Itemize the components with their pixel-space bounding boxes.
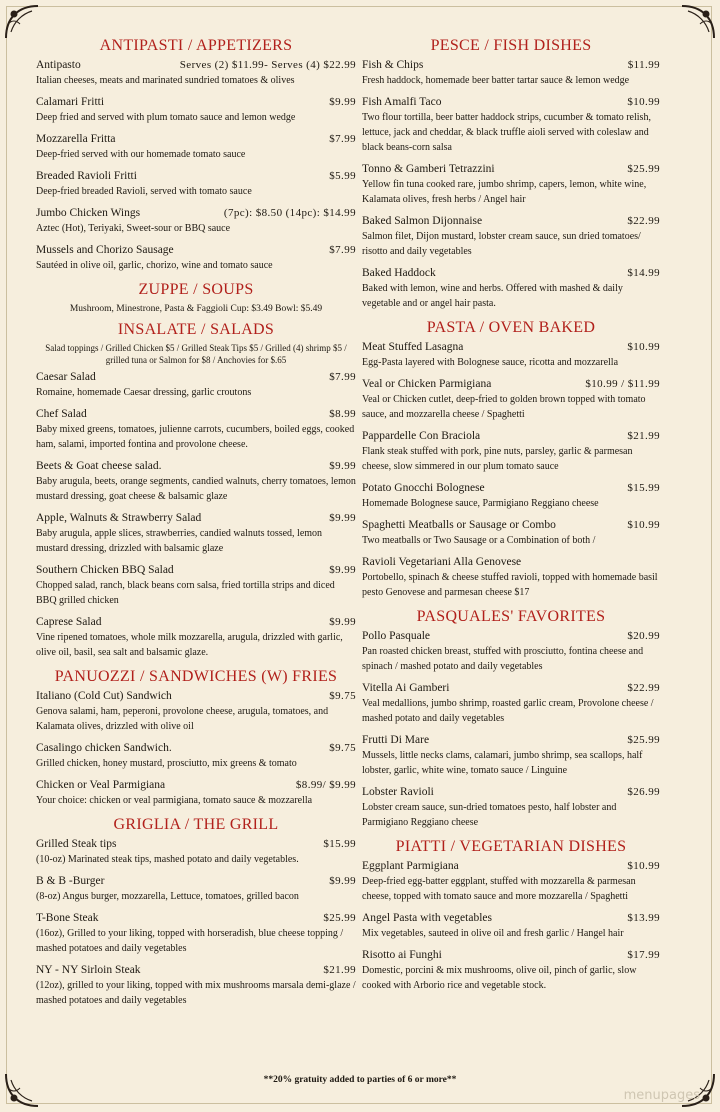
item-name: Baked Haddock [362, 267, 436, 279]
item-description: Aztec (Hot), Teriyaki, Sweet-sour or BBQ sauce [36, 223, 231, 234]
item-description: Two flour tortilla, beer batter haddock strips, cucumber & tomato relish, lettuce, jack and cheddar, & black truffle aioli served with coleslaw and black beans-corn salsa [362, 112, 651, 153]
section-title: PANUOZZI / SANDWICHES (W) FRIES [54, 668, 338, 685]
menu-item [362, 629, 660, 674]
section-line: Mushroom, Minestrone, Pasta & Faggioli Cup: $3.49 Bowl: $5.49 [69, 304, 323, 314]
item-price: $14.99 [627, 267, 660, 279]
menu-item [362, 733, 660, 778]
gratuity-note: **20% gratuity added to parties of 6 or more** [263, 1075, 457, 1085]
item-description: Veal or Chicken cutlet, deep-fried to golden brown topped with tomato sauce, and mozzarella cheese / Spaghetti [362, 394, 646, 420]
item-header [362, 785, 660, 800]
menu-section [36, 280, 356, 316]
item-name: Chef Salad [36, 408, 87, 420]
menu-section [36, 815, 356, 1008]
menu-item [362, 162, 660, 207]
item-name: Veal or Chicken Parmigiana [362, 378, 492, 390]
item-header [362, 429, 660, 444]
item-header [362, 681, 660, 696]
menu-item [36, 615, 356, 660]
item-name: Beets & Goat cheese salad. [36, 460, 162, 472]
item-header [362, 481, 660, 496]
menu-item [362, 518, 660, 548]
item-price: $10.99 [627, 860, 660, 872]
item-name: Pollo Pasquale [362, 630, 431, 642]
item-name: Casalingo chicken Sandwich. [36, 742, 172, 754]
item-name: Pappardelle Con Braciola [362, 430, 481, 442]
item-name: Apple, Walnuts & Strawberry Salad [36, 512, 202, 524]
menu-item [36, 206, 356, 236]
item-header [362, 162, 660, 177]
item-name: Risotto ai Funghi [362, 949, 442, 961]
item-header [36, 459, 356, 474]
item-name: Italiano (Cold Cut) Sandwich [36, 690, 172, 702]
item-header [362, 629, 660, 644]
item-description: Deep-fried breaded Ravioli, served with tomato sauce [36, 186, 252, 197]
item-price: $25.99 [323, 912, 356, 924]
item-description: (16oz), Grilled to your liking, topped with horseradish, blue cheese topping / mashed potatoes and daily vegetables [36, 928, 344, 954]
menu-item [36, 563, 356, 608]
section-title: INSALATE / SALADS [117, 321, 275, 338]
item-description: Baby arugula, beets, orange segments, candied walnuts, cherry tomatoes, lemon mustard dressing, goat cheese & balsamic glaze [36, 476, 356, 502]
menu-item [36, 58, 356, 88]
menu-section [36, 320, 356, 660]
item-description: Baby mixed greens, tomatoes, julienne carrots, cucumbers, boiled eggs, cooked ham, salami, imported fontina and provolone cheese. [36, 424, 355, 450]
item-header [362, 58, 660, 73]
menu-item [362, 481, 660, 511]
menu-item [36, 169, 356, 199]
item-price: $25.99 [627, 734, 660, 746]
item-description: Lobster cream sauce, sun-dried tomatoes pesto, half lobster and Parmigiano Reggiano cheese [362, 802, 617, 828]
section-title: ZUPPE / SOUPS [138, 281, 254, 298]
item-price: $9.99 [329, 460, 356, 472]
item-name: B & B -Burger [36, 875, 105, 887]
item-price: $9.99 [329, 875, 356, 887]
menu-section [362, 837, 660, 993]
item-name: T-Bone Steak [36, 912, 99, 924]
item-name: Lobster Ravioli [362, 786, 434, 798]
item-header [36, 689, 356, 704]
menu-item [36, 741, 356, 771]
item-description: Your choice: chicken or veal parmigiana, tomato sauce & mozzarella [36, 795, 313, 806]
menu-item [362, 95, 660, 155]
item-description: Portobello, spinach & cheese stuffed ravioli, topped with homemade basil pesto Genovese and parmesan cheese $17 [362, 572, 658, 598]
item-name: Tonno & Gamberi Tetrazzini [362, 163, 495, 175]
item-name: Antipasto [36, 59, 81, 71]
item-description: Romaine, homemade Caesar dressing, garlic croutons [36, 387, 252, 398]
item-header [36, 874, 356, 889]
menu-item [36, 778, 356, 808]
item-name: Caprese Salad [36, 616, 102, 628]
item-header [36, 837, 356, 852]
item-name: Vitella Ai Gamberi [362, 682, 450, 694]
item-header [36, 911, 356, 926]
menu-left-column [36, 36, 356, 1015]
item-header [36, 563, 356, 578]
item-price: $20.99 [627, 630, 660, 642]
item-header [362, 948, 660, 963]
corner-ornament [678, 2, 718, 42]
section-title: ANTIPASTI / APPETIZERS [99, 37, 293, 54]
menu-item [36, 911, 356, 956]
menu-item [362, 266, 660, 311]
section-title: GRIGLIA / THE GRILL [113, 816, 279, 833]
section-note: Salad toppings / Grilled Chicken $5 / Grilled Steak Tips $5 / Grilled (4) shrimp $5 / grilled tuna or Salmon for $8 / Anchovies for $.65 [45, 343, 347, 365]
item-header [362, 518, 660, 533]
item-name: NY - NY Sirloin Steak [36, 964, 141, 976]
item-name: Ravioli Vegetariani Alla Genovese [362, 556, 522, 568]
item-name: Breaded Ravioli Fritti [36, 170, 137, 182]
menu-item [362, 948, 660, 993]
item-price: $15.99 [627, 482, 660, 494]
item-price: $7.99 [329, 133, 356, 145]
item-price: $10.99 / $11.99 [585, 378, 660, 390]
item-name: Angel Pasta with vegetables [362, 912, 492, 924]
item-description: Genova salami, ham, peperoni, provolone cheese, arugula, tomatoes, and Kalamata olives, drizzled with olive oil [36, 706, 329, 732]
item-description: (10-oz) Marinated steak tips, mashed potato and daily vegetables. [36, 854, 299, 865]
item-price: $22.99 [627, 682, 660, 694]
item-description: Two meatballs or Two Sausage or a Combination of both / [362, 535, 596, 546]
menu-item [36, 511, 356, 556]
menu-item [362, 429, 660, 474]
menu-right-column [362, 36, 660, 1000]
item-header [36, 615, 356, 630]
item-name: Chicken or Veal Parmigiana [36, 779, 166, 791]
item-name: Spaghetti Meatballs or Sausage or Combo [362, 519, 556, 531]
item-name: Eggplant Parmigiana [362, 860, 459, 872]
item-price: (7pc): $8.50 (14pc): $14.99 [223, 207, 356, 219]
item-header [36, 132, 356, 147]
item-header [362, 377, 660, 392]
menu-item [36, 243, 356, 273]
item-description: Chopped salad, ranch, black beans corn salsa, fried tortilla strips and diced BBQ grilled chicken [36, 580, 335, 606]
menu-section [362, 607, 660, 830]
item-price: $9.99 [329, 564, 356, 576]
menu-item [36, 407, 356, 452]
item-price: $26.99 [627, 786, 660, 798]
item-name: Mozzarella Fritta [36, 133, 116, 145]
menu-item [362, 377, 660, 422]
item-price: $10.99 [627, 96, 660, 108]
item-name: Baked Salmon Dijonnaise [362, 215, 483, 227]
item-description: Homemade Bolognese sauce, Parmigiano Reggiano cheese [362, 498, 599, 509]
item-header [36, 243, 356, 258]
item-price: $8.99/ $9.99 [295, 779, 356, 791]
item-name: Fish & Chips [362, 59, 424, 71]
item-name: Fish Amalfi Taco [362, 96, 442, 108]
item-name: Potato Gnocchi Bolognese [362, 482, 485, 494]
menu-item [362, 214, 660, 259]
item-price: $9.75 [329, 742, 356, 754]
item-description: Fresh haddock, homemade beer batter tartar sauce & lemon wedge [362, 75, 630, 86]
item-description: Flank steak stuffed with pork, pine nuts, parsley, garlic & parmesan cheese, slow simmered in our plum tomato sauce [362, 446, 633, 472]
menu-item [36, 132, 356, 162]
item-header [362, 95, 660, 110]
section-title: PASQUALES' FAVORITES [416, 608, 606, 625]
item-price: $7.99 [329, 244, 356, 256]
item-description: Pan roasted chicken breast, stuffed with prosciutto, fontina cheese and spinach / mashed potato and daily vegetables [362, 646, 644, 672]
item-header [36, 169, 356, 184]
item-price: $17.99 [627, 949, 660, 961]
item-name: Mussels and Chorizo Sausage [36, 244, 174, 256]
item-header [362, 214, 660, 229]
item-description: Domestic, porcini & mix mushrooms, olive oil, pinch of garlic, slow cooked with Arborio rice and vegetable stock. [362, 965, 637, 991]
item-description: Veal medallions, jumbo shrimp, roasted garlic cream, Provolone cheese / mashed potato and daily vegetables [362, 698, 654, 724]
item-price: $8.99 [329, 408, 356, 420]
menu-item [362, 681, 660, 726]
item-price: $22.99 [627, 215, 660, 227]
item-description: (8-oz) Angus burger, mozzarella, Lettuce, tomatoes, grilled bacon [36, 891, 299, 902]
menu-section [362, 36, 660, 311]
item-description: Mussels, little necks clams, calamari, jumbo shrimp, sea scallops, half lobster, garlic, white wine, tomato sauce / Linguine [362, 750, 643, 776]
item-name: Southern Chicken BBQ Salad [36, 564, 174, 576]
item-header [36, 370, 356, 385]
item-name: Jumbo Chicken Wings [36, 207, 141, 219]
item-price: $10.99 [627, 519, 660, 531]
item-price: $9.99 [329, 512, 356, 524]
item-price: $21.99 [627, 430, 660, 442]
item-price: Serves (2) $11.99- Serves (4) $22.99 [179, 59, 356, 71]
item-header [36, 58, 356, 73]
item-price: $7.99 [329, 371, 356, 383]
menu-item [36, 689, 356, 734]
item-description: Italian cheeses, meats and marinated sundried tomatoes & olives [36, 75, 295, 86]
item-header [36, 778, 356, 793]
watermark: menupages [623, 1088, 700, 1103]
item-price: $9.99 [329, 616, 356, 628]
item-header [36, 95, 356, 110]
item-header [362, 555, 660, 570]
item-description: Deep-fried served with our homemade tomato sauce [36, 149, 246, 160]
section-title: PESCE / FISH DISHES [430, 37, 592, 54]
item-header [36, 511, 356, 526]
item-price: $9.99 [329, 96, 356, 108]
menu-item [362, 340, 660, 370]
item-price: $5.99 [329, 170, 356, 182]
menu-item [36, 459, 356, 504]
menu-section [36, 36, 356, 273]
menu-item [36, 837, 356, 867]
menu-item [36, 874, 356, 904]
menu-item [36, 370, 356, 400]
section-title: PIATTI / VEGETARIAN DISHES [395, 838, 627, 855]
item-name: Grilled Steak tips [36, 838, 117, 850]
item-description: Baby arugula, apple slices, strawberries, candied walnuts tossed, lemon mustard dressing, drizzled with balsamic glaze [36, 528, 323, 554]
item-price: $15.99 [323, 838, 356, 850]
item-price: $21.99 [323, 964, 356, 976]
item-price: $11.99 [627, 59, 660, 71]
menu-item [36, 963, 356, 1008]
item-name: Meat Stuffed Lasagna [362, 341, 464, 353]
item-description: Mix vegetables, sauteed in olive oil and fresh garlic / Hangel hair [362, 928, 624, 939]
item-header [362, 911, 660, 926]
menu-item [362, 911, 660, 941]
item-price: $9.75 [329, 690, 356, 702]
item-description: Deep-fried egg-batter eggplant, stuffed with mozzarella & parmesan cheese, topped with tomato sauce and more mozzarella / Spaghetti [362, 876, 636, 902]
item-name: Frutti Di Mare [362, 734, 430, 746]
item-header [36, 741, 356, 756]
section-title: PASTA / OVEN BAKED [426, 319, 596, 336]
menu-item [362, 555, 660, 600]
item-header [362, 859, 660, 874]
item-price: $25.99 [627, 163, 660, 175]
menu-section [362, 318, 660, 600]
item-description: Baked with lemon, wine and herbs. Offered with mashed & daily vegetable and or angel hair pasta. [362, 283, 623, 309]
item-description: Sautéed in olive oil, garlic, chorizo, wine and tomato sauce [36, 260, 273, 271]
item-header [362, 733, 660, 748]
item-price: $13.99 [627, 912, 660, 924]
item-description: Yellow fin tuna cooked rare, jumbo shrimp, capers, lemon, white wine, Kalamata olives, fresh herbs / Angel hair [362, 179, 647, 205]
menu-item [362, 859, 660, 904]
item-header [36, 963, 356, 978]
item-description: Salmon filet, Dijon mustard, lobster cream sauce, sun dried tomatoes/ risotto and daily vegetables [362, 231, 641, 257]
item-header [36, 407, 356, 422]
item-name: Caesar Salad [36, 371, 96, 383]
item-description: Vine ripened tomatoes, whole milk mozzarella, arugula, drizzled with garlic, olive oil, basil, sea salt and balsamic glaze. [36, 632, 343, 658]
menu-item [362, 785, 660, 830]
item-header [362, 340, 660, 355]
item-description: (12oz), grilled to your liking, topped with mix mushrooms marsala demi-glaze / mashed potatoes and daily vegetables [36, 980, 356, 1006]
item-description: Grilled chicken, honey mustard, prosciutto, mix greens & tomato [36, 758, 297, 769]
menu-item [36, 95, 356, 125]
item-name: Calamari Fritti [36, 96, 105, 108]
item-description: Egg-Pasta layered with Bolognese sauce, ricotta and mozzarella [362, 357, 619, 368]
item-header [362, 266, 660, 281]
menu-section [36, 667, 356, 808]
item-price: $10.99 [627, 341, 660, 353]
item-description: Deep fried and served with plum tomato sauce and lemon wedge [36, 112, 296, 123]
item-header [36, 206, 356, 221]
menu-item [362, 58, 660, 88]
